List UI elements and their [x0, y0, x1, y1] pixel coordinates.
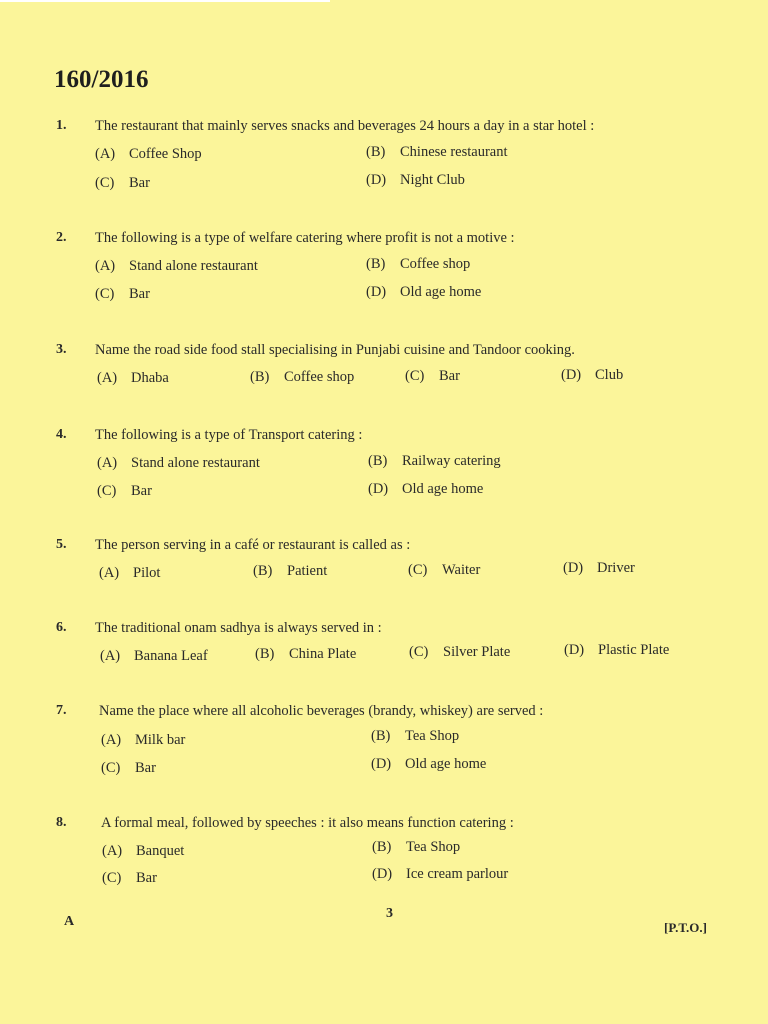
option-letter: (D): [564, 642, 585, 658]
option-letter: (C): [95, 175, 115, 191]
option-letter: (A): [95, 146, 116, 162]
option-b: [368, 453, 501, 470]
pto-marker: [P.T.O.]: [664, 920, 707, 935]
option-a: [100, 648, 208, 665]
option-text: Tea Shop: [405, 728, 460, 744]
option-letter: (C): [405, 368, 425, 384]
question-number: 4.: [56, 427, 67, 442]
option-a: [99, 565, 160, 582]
option-c: [95, 175, 150, 192]
option-text: Banana Leaf: [134, 648, 208, 664]
question-text: The following is a type of Transport catering :: [95, 427, 363, 443]
page-number: 3: [386, 906, 393, 921]
option-letter: (B): [253, 563, 273, 579]
option-text: Bar: [135, 760, 156, 776]
option-a: [97, 370, 169, 387]
option-text: Banquet: [136, 843, 185, 859]
option-letter: (A): [97, 455, 118, 471]
option-text: Silver Plate: [443, 644, 511, 660]
option-a: [95, 258, 258, 275]
option-text: Coffee Shop: [129, 146, 202, 162]
question-number: 8.: [56, 815, 67, 830]
option-letter: (D): [372, 866, 393, 882]
option-d: [561, 367, 623, 384]
option-b: [255, 646, 356, 663]
option-b: [250, 369, 354, 386]
question-text: Name the road side food stall specialising in Punjabi cuisine and Tandoor cooking.: [95, 342, 575, 358]
option-text: Bar: [131, 483, 152, 499]
option-d: [563, 560, 635, 577]
option-text: Waiter: [442, 562, 481, 578]
question-text: A formal meal, followed by speeches : it also means function catering :: [101, 815, 514, 831]
option-text: Tea Shop: [406, 839, 461, 855]
option-text: Old age home: [400, 284, 482, 300]
option-letter: (D): [366, 172, 387, 188]
option-text: Ice cream parlour: [406, 866, 509, 882]
option-letter: (A): [102, 843, 123, 859]
option-letter: (C): [101, 760, 121, 776]
option-letter: (D): [563, 560, 584, 576]
series-code: A: [64, 914, 75, 929]
option-c: [95, 286, 150, 303]
question-number: 3.: [56, 342, 67, 357]
option-text: Coffee shop: [400, 256, 471, 272]
option-letter: (A): [101, 732, 122, 748]
question-text: Name the place where all alcoholic beverages (brandy, whiskey) are served :: [99, 703, 544, 719]
option-c: [101, 760, 156, 777]
option-letter: (A): [100, 648, 121, 664]
option-text: Patient: [287, 563, 328, 579]
option-text: Chinese restaurant: [400, 144, 508, 160]
option-text: Driver: [597, 560, 635, 576]
option-text: Old age home: [402, 481, 484, 497]
option-c: [408, 562, 480, 579]
option-text: China Plate: [289, 646, 357, 662]
option-letter: (C): [97, 483, 117, 499]
option-text: Bar: [136, 870, 157, 886]
option-letter: (C): [95, 286, 115, 302]
option-text: Dhaba: [131, 370, 169, 386]
option-c: [405, 368, 460, 385]
option-letter: (C): [409, 644, 429, 660]
option-letter: (B): [366, 256, 386, 272]
option-text: Night Club: [400, 172, 465, 188]
option-a: [97, 455, 260, 472]
option-letter: (C): [408, 562, 428, 578]
option-b: [253, 563, 327, 580]
option-text: Coffee shop: [284, 369, 355, 385]
option-letter: (D): [371, 756, 392, 772]
option-letter: (C): [102, 870, 122, 886]
option-d: [372, 866, 508, 883]
option-text: Railway catering: [402, 453, 501, 469]
option-d: [366, 284, 481, 301]
option-c: [97, 483, 152, 500]
option-d: [371, 756, 486, 773]
option-text: Plastic Plate: [598, 642, 670, 658]
option-d: [368, 481, 483, 498]
option-letter: (A): [95, 258, 116, 274]
option-b: [366, 256, 470, 273]
option-a: [101, 732, 185, 749]
scan-edge: [0, 0, 330, 2]
option-b: [372, 839, 460, 856]
question-number: 1.: [56, 118, 67, 133]
option-text: Bar: [129, 286, 150, 302]
option-letter: (D): [368, 481, 389, 497]
question-number: 5.: [56, 537, 67, 552]
option-letter: (A): [99, 565, 120, 581]
question-text: The person serving in a café or restaurant is called as :: [95, 537, 411, 553]
option-a: [95, 146, 202, 163]
option-c: [102, 870, 157, 887]
question-text: The following is a type of welfare catering where profit is not a motive :: [95, 230, 515, 246]
option-text: Milk bar: [135, 732, 186, 748]
option-letter: (B): [255, 646, 275, 662]
question-number: 6.: [56, 620, 67, 635]
option-d: [366, 172, 465, 189]
option-text: Bar: [439, 368, 460, 384]
option-text: Club: [595, 367, 624, 383]
question-number: 2.: [56, 230, 67, 245]
option-letter: (D): [561, 367, 582, 383]
option-letter: (A): [97, 370, 118, 386]
option-text: Stand alone restaurant: [129, 258, 258, 274]
option-d: [564, 642, 669, 659]
option-c: [409, 644, 510, 661]
option-letter: (B): [366, 144, 386, 160]
option-letter: (B): [250, 369, 270, 385]
option-a: [102, 843, 184, 860]
question-number: 7.: [56, 703, 67, 718]
question-text: The traditional onam sadhya is always served in :: [95, 620, 382, 636]
option-letter: (B): [371, 728, 391, 744]
option-text: Pilot: [133, 565, 161, 581]
question-text: The restaurant that mainly serves snacks and beverages 24 hours a day in a star hotel :: [95, 118, 595, 134]
option-b: [366, 144, 508, 161]
option-letter: (B): [368, 453, 388, 469]
option-b: [371, 728, 459, 745]
option-text: Stand alone restaurant: [131, 455, 260, 471]
option-letter: (D): [366, 284, 387, 300]
option-text: Old age home: [405, 756, 487, 772]
paper-code: 160/2016: [54, 66, 149, 93]
option-letter: (B): [372, 839, 392, 855]
option-text: Bar: [129, 175, 150, 191]
